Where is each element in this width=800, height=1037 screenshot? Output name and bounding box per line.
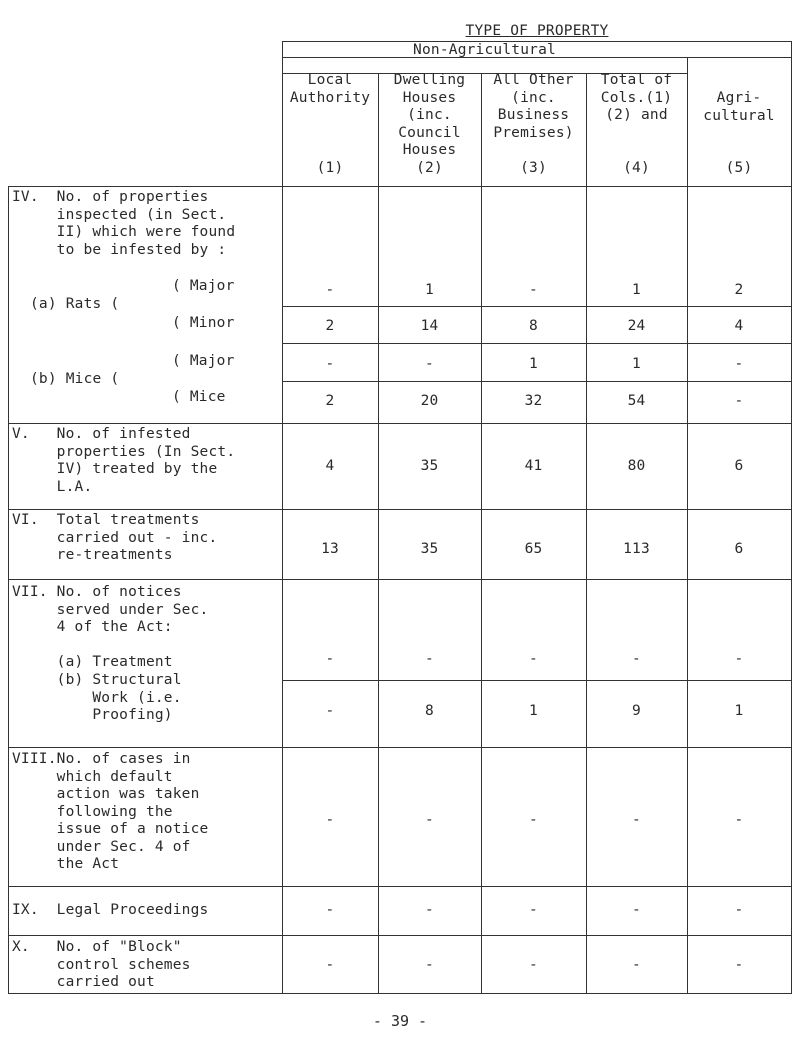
cell-value: - — [734, 393, 744, 409]
cell-value: - — [325, 282, 335, 298]
rule — [8, 509, 792, 510]
section-vii-label: VII. No. of notices served under Sec. 4 of the Act: — [12, 584, 209, 635]
rule — [378, 73, 379, 993]
non-agricultural-heading: Non-Agricultural — [413, 42, 556, 58]
cell-value: 1 — [632, 282, 641, 298]
cell-value: 13 — [321, 541, 339, 557]
cell-value: 24 — [627, 318, 646, 334]
rule — [8, 747, 792, 748]
cell-value: - — [425, 902, 434, 918]
rule — [282, 306, 792, 307]
cell-value: 1 — [529, 356, 538, 372]
cell-value: 4 — [325, 458, 335, 474]
structural-work-label: (b) Structural Work (i.e. Proofing) — [56, 672, 182, 723]
rule — [282, 680, 792, 681]
cell-value: 9 — [632, 703, 641, 719]
cell-value: - — [529, 651, 538, 667]
col5-heading: Agri- cultural — [703, 90, 775, 124]
mice-minor-label: ( Mice — [172, 389, 226, 405]
rule — [687, 57, 688, 993]
rats-minor-label: ( Minor — [172, 315, 235, 331]
rule — [8, 886, 792, 887]
page-number: - 39 - — [372, 1012, 428, 1030]
rule — [8, 935, 792, 936]
cell-value: - — [734, 812, 744, 828]
type-of-property-heading: TYPE OF PROPERTY — [465, 23, 609, 39]
cell-value: 1 — [632, 356, 641, 372]
section-vi-label: VI. Total treatments carried out - inc. re-treatments — [12, 512, 218, 563]
cell-value: - — [529, 957, 538, 973]
treatment-label: (a) Treatment — [12, 654, 173, 670]
col3-heading: All Other (inc. Business Premises) — [493, 72, 574, 141]
cell-value: - — [325, 651, 335, 667]
cell-value: 1 — [425, 282, 434, 298]
col2-number: (2) — [416, 160, 443, 176]
cell-value: 20 — [420, 393, 439, 409]
cell-value: - — [734, 957, 744, 973]
cell-value: 14 — [420, 318, 439, 334]
cell-value: 8 — [425, 703, 434, 719]
cell-value: 41 — [524, 458, 543, 474]
cell-value: - — [734, 356, 744, 372]
cell-value: - — [325, 703, 335, 719]
cell-value: - — [632, 957, 641, 973]
section-v-label: V. No. of infested properties (In Sect. IV) treated by the L.A. — [12, 426, 236, 495]
section-iv-label: IV. No. of properties inspected (in Sect. II) which were found to be infested by : — [12, 189, 236, 258]
col5-number: (5) — [725, 160, 753, 176]
cell-value: - — [425, 957, 434, 973]
col3-number: (3) — [520, 160, 547, 176]
mice-major-label: ( Major — [172, 353, 235, 369]
cell-value: 80 — [627, 458, 646, 474]
cell-value: - — [425, 651, 434, 667]
cell-value: - — [325, 812, 335, 828]
rule — [282, 41, 283, 993]
cell-value: 4 — [734, 318, 744, 334]
rule — [8, 186, 9, 993]
section-ix-label: IX. Legal Proceedings — [12, 902, 209, 918]
cell-value: - — [529, 902, 538, 918]
col1-heading: Local Authority — [289, 72, 371, 106]
cell-value: - — [632, 651, 641, 667]
cell-value: 8 — [529, 318, 538, 334]
col2-heading: Dwelling Houses (inc. Council Houses — [393, 72, 466, 158]
rule — [481, 73, 482, 993]
cell-value: 35 — [420, 541, 439, 557]
cell-value: 65 — [524, 541, 543, 557]
rats-label: (a) Rats ( — [30, 296, 120, 312]
cell-value: - — [325, 356, 335, 372]
cell-value: 1 — [734, 703, 744, 719]
rule — [586, 73, 587, 993]
rule — [8, 993, 792, 994]
rats-major-label: ( Major — [172, 278, 235, 294]
rule — [8, 186, 792, 187]
cell-value: - — [529, 282, 538, 298]
cell-value: 2 — [325, 393, 335, 409]
section-viii-label: VIII.No. of cases in which default action was taken following the issue of a notice under Sec. 4 of the Act — [12, 751, 209, 872]
col1-number: (1) — [316, 160, 344, 176]
cell-value: - — [734, 902, 744, 918]
cell-value: - — [734, 651, 744, 667]
rule — [8, 423, 792, 424]
cell-value: - — [632, 902, 641, 918]
cell-value: 6 — [734, 458, 744, 474]
section-x-label: X. No. of "Block" control schemes carried out — [12, 939, 191, 990]
cell-value: 35 — [420, 458, 439, 474]
cell-value: 6 — [734, 541, 744, 557]
cell-value: - — [632, 812, 641, 828]
cell-value: 32 — [524, 393, 543, 409]
rule — [8, 579, 792, 580]
rule — [282, 381, 792, 382]
rule — [791, 41, 792, 993]
cell-value: - — [325, 957, 335, 973]
cell-value: - — [425, 356, 434, 372]
mice-label: (b) Mice ( — [30, 371, 120, 387]
cell-value: 113 — [623, 541, 650, 557]
cell-value: 2 — [325, 318, 335, 334]
cell-value: 1 — [529, 703, 538, 719]
cell-value: 2 — [734, 282, 744, 298]
col4-heading: Total of Cols.(1) (2) and — [600, 72, 673, 123]
cell-value: - — [529, 812, 538, 828]
cell-value: - — [425, 812, 434, 828]
col4-number: (4) — [623, 160, 650, 176]
rule — [282, 343, 792, 344]
cell-value: - — [325, 902, 335, 918]
cell-value: 54 — [627, 393, 646, 409]
